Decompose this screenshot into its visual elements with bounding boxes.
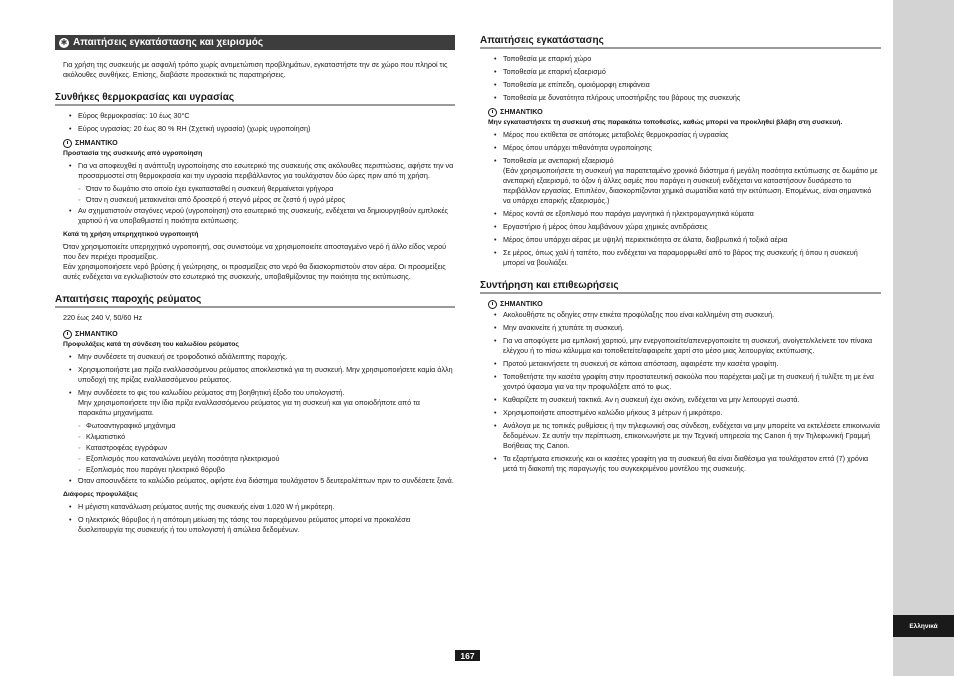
list-item: • Τοποθεσία με δυνατότητα πλήρους υποστήριξης του βάρους της συσκευής — [480, 93, 881, 103]
list-item: • Προτού μετακινήσετε τη συσκευή σε κάποια απόσταση, αφαιρέστε την κασέτα γραφίτη. — [480, 359, 881, 369]
list-item: Μην χρησιμοποιήσετε την ίδια πρίζα εναλλασσόμενου ρεύματος για τη συσκευή και για οποιοδήποτε από τα παρακάτω μηχανήματα. — [78, 398, 420, 417]
list-item: ◦ Καταστροφέας εγγράφων — [55, 443, 455, 453]
side-strip — [893, 0, 954, 676]
warning-text: Μην εγκαταστήσετε τη συσκευή στις παρακάτω τοποθεσίες, καθώς μπορεί να προκληθεί βλάβη στη συσκευή. — [488, 119, 843, 126]
list-item: • Μέρος κοντά σε εξοπλισμό που παράγει μαγνητικά ή ηλεκτρομαγνητικά κύματα — [480, 209, 881, 219]
list-item: • Εύρος υγρασίας: 20 έως 80 % RH (Σχετική υγρασία) (χωρίς υγροποίηση) — [55, 124, 455, 134]
list-item: • Μην ανακινείτε ή χτυπάτε τη συσκευή. — [480, 323, 881, 333]
gear-icon: ✱ — [60, 37, 68, 47]
humidifier-text: Όταν χρησιμοποιείτε υπερηχητικό υγροποιητή, σας συνιστούμε να χρησιμοποιείτε αποσταγμένο νερό ή άλλο είδος νερού που δεν περιέχει προσμείξεις. — [63, 242, 447, 261]
list-item: ◦ Όταν η συσκευή μετακινείται από δροσερό ή στεγνό μέρος σε ζεστό ή υγρό μέρος — [55, 195, 455, 205]
important-icon — [488, 108, 497, 117]
voltage-text: 220 έως 240 V, 50/60 Hz — [63, 313, 143, 322]
list-item: ◦ Εξοπλισμός που παράγει ηλεκτρικό θόρυβο — [55, 465, 455, 475]
list-item: • Μέρος που εκτίθεται σε απότομες μεταβολές θερμοκρασίας ή υγρασίας — [480, 130, 881, 140]
list-item: • Για να αποφευχθεί η ανάπτυξη υγροποίησης στο εσωτερικό της συσκευής στις ακόλουθες περιπτώσεις, αφήστε την να προσαρμοστεί στη θερμοκρασία και την υγρασία περιβάλλοντος για τουλάχιστον δύο ώρες πριν από τη χρήση. — [55, 161, 455, 181]
list-item: • Ανάλογα με τις τοπικές ρυθμίσεις ή την τηλεφωνική σας σύνδεση, ενδέχεται να μην μπορείτε να εκτελέσετε επικοινωνία δεδομένων. Σε αυτήν την περίπτωση, επικοινωνήστε με την Τεχνική υπηρεσία της Canon ή την Τηλεφωνική Γραμμή Βοήθειας της Canon. — [480, 421, 881, 451]
list-item: ◦ Όταν το δωμάτιο στο οποίο έχει εγκατασταθεί η συσκευή θερμαίνεται γρήγορα — [55, 184, 455, 194]
list-item: • Τοποθεσία με επίπεδη, ομοιόμορφη επιφάνεια — [480, 80, 881, 90]
sub-heading: Προφυλάξεις κατά τη σύνδεση του καλωδίου ρεύματος — [63, 341, 239, 348]
temp-heading: Συνθήκες θερμοκρασίας και υγρασίας — [55, 92, 455, 106]
list-item: ◦ Φωτοαντιγραφικό μηχάνημα — [55, 421, 455, 431]
important-note: ΣΗΜΑΝΤΙΚΟ — [488, 299, 881, 309]
install-list — [480, 54, 881, 103]
condensation-list — [55, 161, 455, 226]
list-item: • Μην συνδέσετε το φις του καλωδίου ρεύματος στη βοηθητική έξοδο του υπολογιστή. — [55, 388, 455, 398]
important-icon — [63, 139, 72, 148]
list-item: • Για να αποφύγετε μια εμπλοκή χαρτιού, μην ενεργοποιείτε/απενεργοποιείτε τη συσκευή, ανοίγετε/κλείνετε τον πίνακα ελέγχου ή το πίσω κάλυμμα και τοποθετείτε/αφαιρείτε χαρτί στο μέσο μιας λειτουργίας εκτύπωσης. — [480, 336, 881, 356]
list-item: • Τοποθετήστε την κασέτα γραφίτη στην προστατευτική σακούλα που παρέχεται μαζί με τη συσκευή ή τυλίξτε τη με ένα χοντρό ύφασμα για να την προφυλάξετε από το φως. — [480, 372, 881, 392]
list-item: • Αν σχηματιστούν σταγόνες νερού (υγροποίηση) στο εσωτερικό της συσκευής, ενδέχεται να δημιουργηθούν εμπλοκές χαρτιού ή να υποβαθμιστεί η ποιότητα εκτύπωσης. — [55, 206, 455, 226]
list-item: ◦ Κλιματιστικό — [55, 432, 455, 442]
list-item: • Χρησιμοποιήστε αποστημένο καλώδιο μήκους 3 μέτρων ή μικρότερο. — [480, 408, 881, 418]
list-item: (Εάν χρησιμοποιήσετε τη συσκευή για παρατεταμένο χρονικό διάστημα ή μεγάλη ποσότητα εκτύπωσης σε δωμάτιο με ανεπαρκή εξαερισμό, το όζον ή άλλες οσμές που παράγει η συσκευή ενδέχεται να καταστήσουν δυσάρεστο το περιβάλλον εργασίας. Επιπλέον, διασκορπίζονται χημικά σωματίδια κατά την εκτύπωση. Επομένως, είναι σημαντικό να υπάρχει επαρκής εξαερισμός.) — [503, 166, 878, 205]
important-note: ΣΗΜΑΝΤΙΚΟ — [63, 138, 455, 148]
language-tab: Ελληνικά — [893, 615, 954, 637]
list-item: • Τοποθεσία με επαρκή χώρο — [480, 54, 881, 64]
temp-list — [55, 111, 455, 134]
important-icon — [63, 330, 72, 339]
left-column — [55, 35, 455, 539]
list-item: • Όταν αποσυνδέετε το καλώδιο ρεύματος, αφήστε ένα διάστημα τουλάχιστον 5 δευτερολέπτων πριν το συνδέσετε ξανά. — [55, 476, 455, 486]
list-item: • Σε μέρος, όπως χαλί ή ταπέτο, που ενδέχεται να παραμορφωθεί από το βάρος της συσκευής ή όπου η συσκευή μπορεί να βουλιάξει. — [480, 248, 881, 268]
important-note: ΣΗΜΑΝΤΙΚΟ — [488, 107, 881, 117]
list-item: • Εργαστήριο ή μέρος όπου λαμβάνουν χώρα χημικές αντιδράσεις — [480, 222, 881, 232]
important-icon — [488, 300, 497, 309]
important-note: ΣΗΜΑΝΤΙΚΟ — [63, 329, 455, 339]
sub-heading: Κατά τη χρήση υπερηχητικού υγροποιητή — [63, 231, 199, 238]
list-item: • Μέρος όπου υπάρχει αέρας με υψηλή περιεκτικότητα σε άλατα, διαβρωτικά ή τοξικά αέρια — [480, 235, 881, 245]
maintenance-heading: Συντήρηση και επιθεωρήσεις — [480, 280, 881, 294]
list-item: • Τοποθεσία με ανεπαρκή εξαερισμό — [480, 156, 881, 166]
section-band — [55, 35, 455, 50]
intro-text: Για χρήση της συσκευής με ασφαλή τρόπο χωρίς αντιμετώπιση προβλημάτων, εγκαταστήστε την σε χώρο που πληροί τις ακόλουθες συνθήκες. Επίσης, διαβάστε προσεκτικά τις παρατηρήσεις. — [63, 60, 448, 79]
humidifier-text-2: Εάν χρησιμοποιήσετε νερό βρύσης ή γεώτρησης, οι προσμείξεις στο νερό θα διασκορπιστούν στον αέρα. Οι προσμείξεις αυτές ενδέχεται να εγκλωβιστούν στο εσωτερικό της συσκευής, υποβαθμίζοντας την ποιότητα της εκτύπωσης. — [63, 262, 446, 281]
list-item: • Καθαρίζετε τη συσκευή τακτικά. Αν η συσκευή έχει σκόνη, ενδέχεται να μην λειτουργεί σωστά. — [480, 395, 881, 405]
list-item: • Μέρος όπου υπάρχει πιθανότητα υγροποίησης — [480, 143, 881, 153]
power-list — [55, 352, 455, 486]
install-heading: Απαιτήσεις εγκατάστασης — [480, 35, 881, 49]
list-item: • Μην συνδέσετε τη συσκευή σε τροφοδοτικό αδιάλειπτης παροχής. — [55, 352, 455, 362]
maintenance-list — [480, 310, 881, 474]
sub-heading: Διάφορες προφυλάξεις — [63, 491, 138, 498]
band-title: Απαιτήσεις εγκατάστασης και χειρισμός — [73, 37, 264, 48]
right-column — [480, 35, 881, 478]
sub-heading: Προστασία της συσκευής από υγροποίηση — [63, 150, 203, 157]
avoid-list — [480, 130, 881, 268]
power-heading: Απαιτήσεις παροχής ρεύματος — [55, 294, 455, 308]
list-item: ◦ Εξοπλισμός που καταναλώνει μεγάλη ποσότητα ηλεκτρισμού — [55, 454, 455, 464]
list-item: • Χρησιμοποιήστε μια πρίζα εναλλασσόμενου ρεύματος αποκλειστικά για τη συσκευή. Μην χρησιμοποιήσετε καμία άλλη υποδοχή της πρίζας εναλλασσόμενου ρεύματος. — [55, 365, 455, 385]
list-item: • Η μέγιστη κατανάλωση ρεύματος αυτής της συσκευής είναι 1.020 W ή μικρότερη. — [55, 502, 455, 512]
misc-list — [55, 502, 455, 535]
list-item: • Τα εξαρτήματα επισκευής και οι κασέτες γραφίτη για τη συσκευή θα είναι διαθέσιμα για τουλάχιστον επτά (7) χρόνια μετά τη διακοπή της παραγωγής του συγκεκριμένου μοντέλου της συσκευής. — [480, 454, 881, 474]
list-item: • Ακολουθήστε τις οδηγίες στην ετικέτα προφύλαξης που είναι κολλημένη στη συσκευή. — [480, 310, 881, 320]
list-item: • Ο ηλεκτρικός θόρυβος ή η απότομη μείωση της τάσης του παρεχόμενου ρεύματος μπορεί να προκαλέσει δυσλειτουργία της συσκευής ή του υπολογιστή ή απώλεια δεδομένων. — [55, 515, 455, 535]
list-item: • Τοποθεσία με επαρκή εξαερισμό — [480, 67, 881, 77]
list-item: • Εύρος θερμοκρασίας: 10 έως 30°C — [55, 111, 455, 121]
page-number: 167 — [455, 650, 480, 661]
